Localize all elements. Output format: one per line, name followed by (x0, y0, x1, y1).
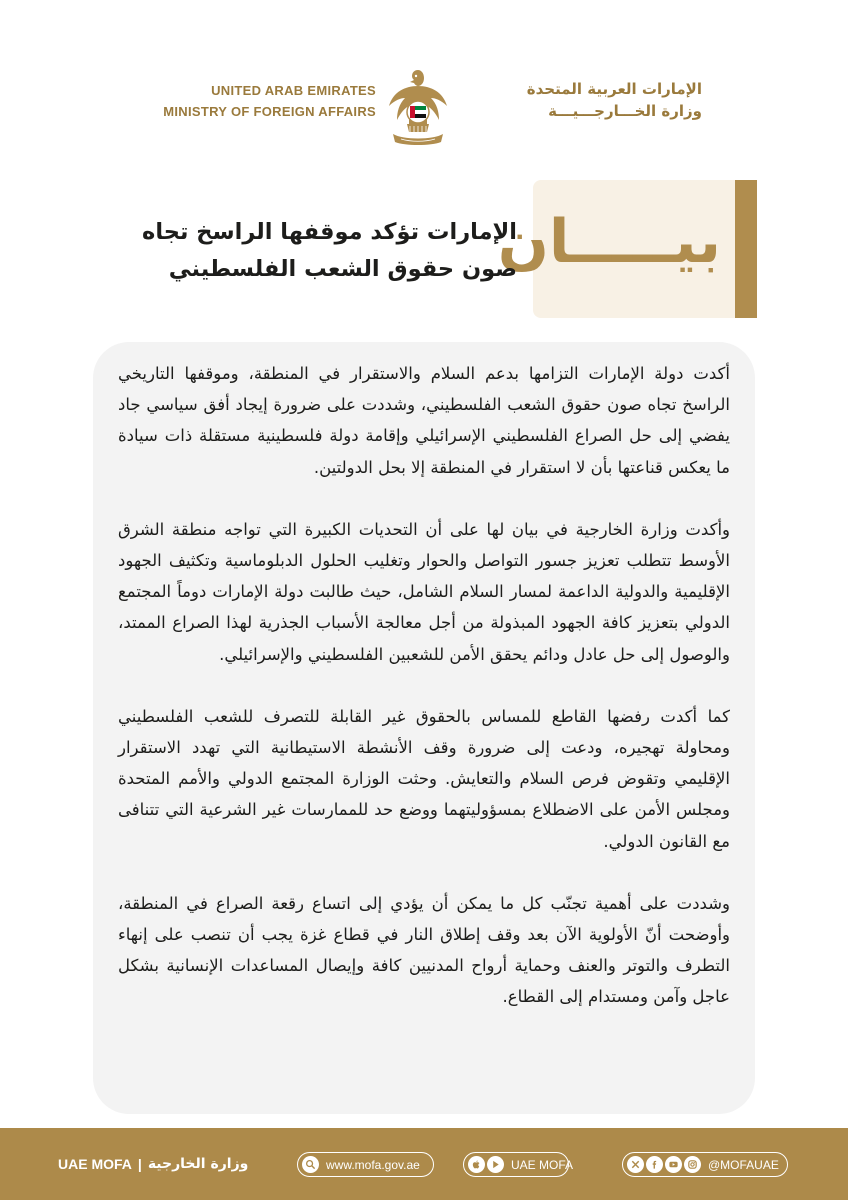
body-paragraph-4: وشددت على أهمية تجنّب كل ما يمكن أن يؤدي إلى اتساع رقعة الصراع في المنطقة، وأوضحت أنّ الأولوية الآن بعد وقف إطلاق النار في قطاع غزة يجب أن تنصب على إنهاء التطرف والتوتر والعنف وحماية أرواح المدنيين كافة وإيصال المساعدات الإنسانية بشكل عاجل وآمن ومستدام إلى القطاع. (118, 893, 730, 1007)
ministry-country-ar: الإمارات العربية المتحدة (526, 80, 702, 98)
search-globe-icon (302, 1156, 319, 1173)
app-label: UAE MOFA (511, 1157, 574, 1172)
statement-label-accent-bar (735, 180, 757, 318)
social-icons (627, 1156, 701, 1173)
body-paragraph-3: كما أكدت رفضها القاطع للمساس بالحقوق غير القابلة للتصرف للشعب الفلسطيني ومحاولة تهجيره، ودعت إلى ضرورة وقف الأنشطة الاستيطانية التي تهدد الاستقرار الإقليمي وتقوض فرص السلام والتعايش. وحثت الوزارة المجتمع الدولي والأمم المتحدة ومجلس الأمن على الاضطلاع بمسؤوليتهما ووضع حد للممارسات غير الشرعية التي تتنافى مع القانون الدولي. (118, 706, 730, 851)
footer-brand-en: UAE MOFA (58, 1156, 132, 1172)
letterhead (0, 62, 848, 152)
social-handle: @MOFAUAE (708, 1157, 779, 1172)
website-url: www.mofa.gov.ae (326, 1157, 420, 1172)
youtube-icon[interactable] (665, 1156, 682, 1173)
app-store-link[interactable] (463, 1152, 574, 1177)
statement-label-box (497, 180, 757, 318)
body-paragraph-1: أكدت دولة الإمارات التزامها بدعم السلام والاستقرار في المنطقة، وموقفها التاريخي الراسخ تجاه صون حقوق الشعب الفلسطيني، وشددت على ضرورة إيجاد أفق سياسي جاد يفضي إلى حل الصراع الفلسطيني الإسرائيلي وإقامة دولة فلسطينية مستقلة ذات سيادة ما يعكس قناعتها بأن لا استقرار في المنطقة إلا بحل الدولتين. (118, 364, 730, 477)
footer-separator: | (137, 1156, 142, 1172)
title-line-2: صون حقوق الشعب الفلسطيني (168, 256, 517, 282)
social-media-links[interactable] (622, 1152, 788, 1177)
footer-brand-ar: وزارة الخارجية (147, 1156, 249, 1172)
x-twitter-icon[interactable] (627, 1156, 644, 1173)
ministry-title-ar: وزارة الخـــارجـــيـــة (548, 102, 702, 120)
footer-bar (0, 1128, 848, 1200)
ministry-name-english (140, 80, 376, 122)
ministry-title-en: MINISTRY OF FOREIGN AFFAIRS (163, 104, 376, 119)
instagram-icon[interactable] (684, 1156, 701, 1173)
footer-brand (58, 1152, 288, 1176)
statement-title (100, 214, 517, 288)
statement-label: بيـــــان (497, 207, 721, 277)
apple-icon (468, 1156, 485, 1173)
body-paragraph-2: وأكدت وزارة الخارجية في بيان لها على أن التحديات الكبيرة التي تواجه منطقة الشرق الأوسط تتطلب تعزيز جسور التواصل والحوار وتغليب الحلول الدبلوماسية وتكثيف الجهود الإقليمية والدولية الداعمة لمسار السلام الشامل، حيث طالبت دولة الإمارات دوماً المجتمع الدولي بتعزيز كافة الجهود المبذولة من أجل معالجة الأسباب الجذرية لهذا الصراع الممتد، والوصول إلى حل عادل ودائم يحقق الأمن للشعبين الفلسطيني والإسرائيلي. (118, 519, 730, 664)
statement-body (118, 358, 730, 1013)
app-store-icons (468, 1156, 504, 1173)
title-line-1: الإمارات تؤكد موقفها الراسخ تجاه (142, 219, 517, 245)
ministry-country-en: UNITED ARAB EMIRATES (211, 83, 376, 98)
ministry-name-arabic (462, 78, 702, 122)
play-store-icon (487, 1156, 504, 1173)
facebook-icon[interactable] (646, 1156, 663, 1173)
uae-falcon-emblem-icon (383, 66, 453, 148)
website-link[interactable] (297, 1152, 434, 1177)
